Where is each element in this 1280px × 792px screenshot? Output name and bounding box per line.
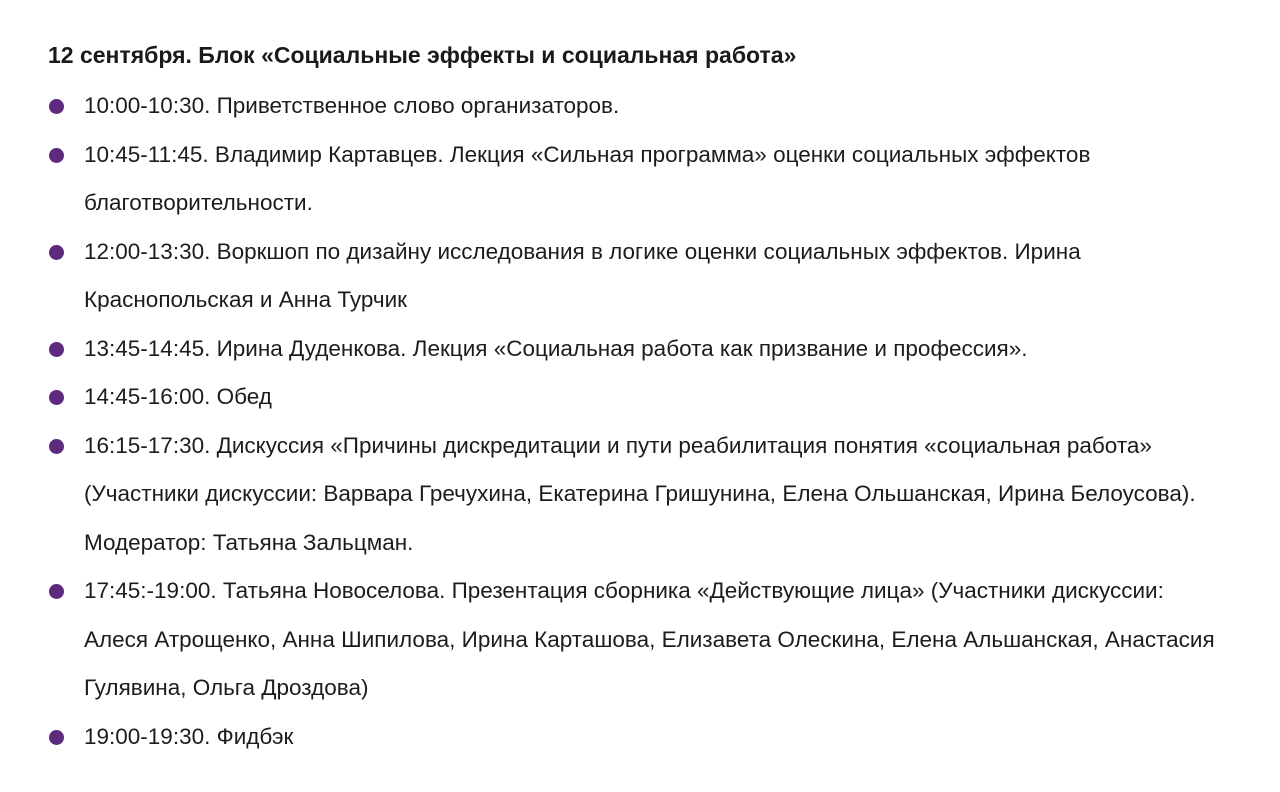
schedule-item [0,131,1280,228]
schedule-item [0,422,1280,568]
schedule-item [0,567,1280,713]
schedule-item [0,373,1280,422]
bullet-icon [49,245,64,260]
schedule-item [0,228,1280,325]
bullet-icon [49,390,64,405]
schedule-item-text: 19:00-19:30. Фидбэк [84,723,294,749]
bullet-icon [49,148,64,163]
schedule-item-text: 17:45:-19:00. Татьяна Новоселова. Презентация сборника «Действующие лица» (Участники дискуссии: Алеся Атрощенко, Анна Шипилова, Ирина Карташова, Елизавета Олескина, Елена Альшанская, Анастасия Гулявина, Ольга Дроздова) [84,578,1215,700]
schedule-item [0,82,1280,131]
schedule-item-text: 10:00-10:30. Приветственное слово организаторов. [84,93,620,118]
schedule-list [0,82,1280,761]
bullet-icon [49,99,64,114]
bullet-icon [49,439,64,454]
schedule-item-text: 12:00-13:30. Воркшоп по дизайну исследования в логике оценки социальных эффектов. Ирина Краснопольская и Анна Турчик [84,238,1081,312]
bullet-icon [49,584,64,599]
schedule-item-text: 14:45-16:00. Обед [84,384,272,409]
schedule-item-text: 13:45-14:45. Ирина Дуденкова. Лекция «Социальная работа как призвание и профессия». [84,335,1028,361]
block-heading: 12 сентября. Блок «Социальные эффекты и социальная работа» [48,42,797,68]
bullet-icon [49,342,64,357]
schedule-item-text: 10:45-11:45. Владимир Картавцев. Лекция «Сильная программа» оценки социальных эффектов благотворительности. [84,141,1091,215]
schedule-item [0,713,1280,762]
schedule-item [0,325,1280,374]
schedule-item-text: 16:15-17:30. Дискуссия «Причины дискредитации и пути реабилитация понятия «социальная работа» (Участники дискуссии: Варвара Гречухина, Екатерина Гришунина, Елена Ольшанская, Ирина Белоусова). Модератор: Татьяна Зальцман. [84,432,1196,555]
bullet-icon [49,730,64,745]
